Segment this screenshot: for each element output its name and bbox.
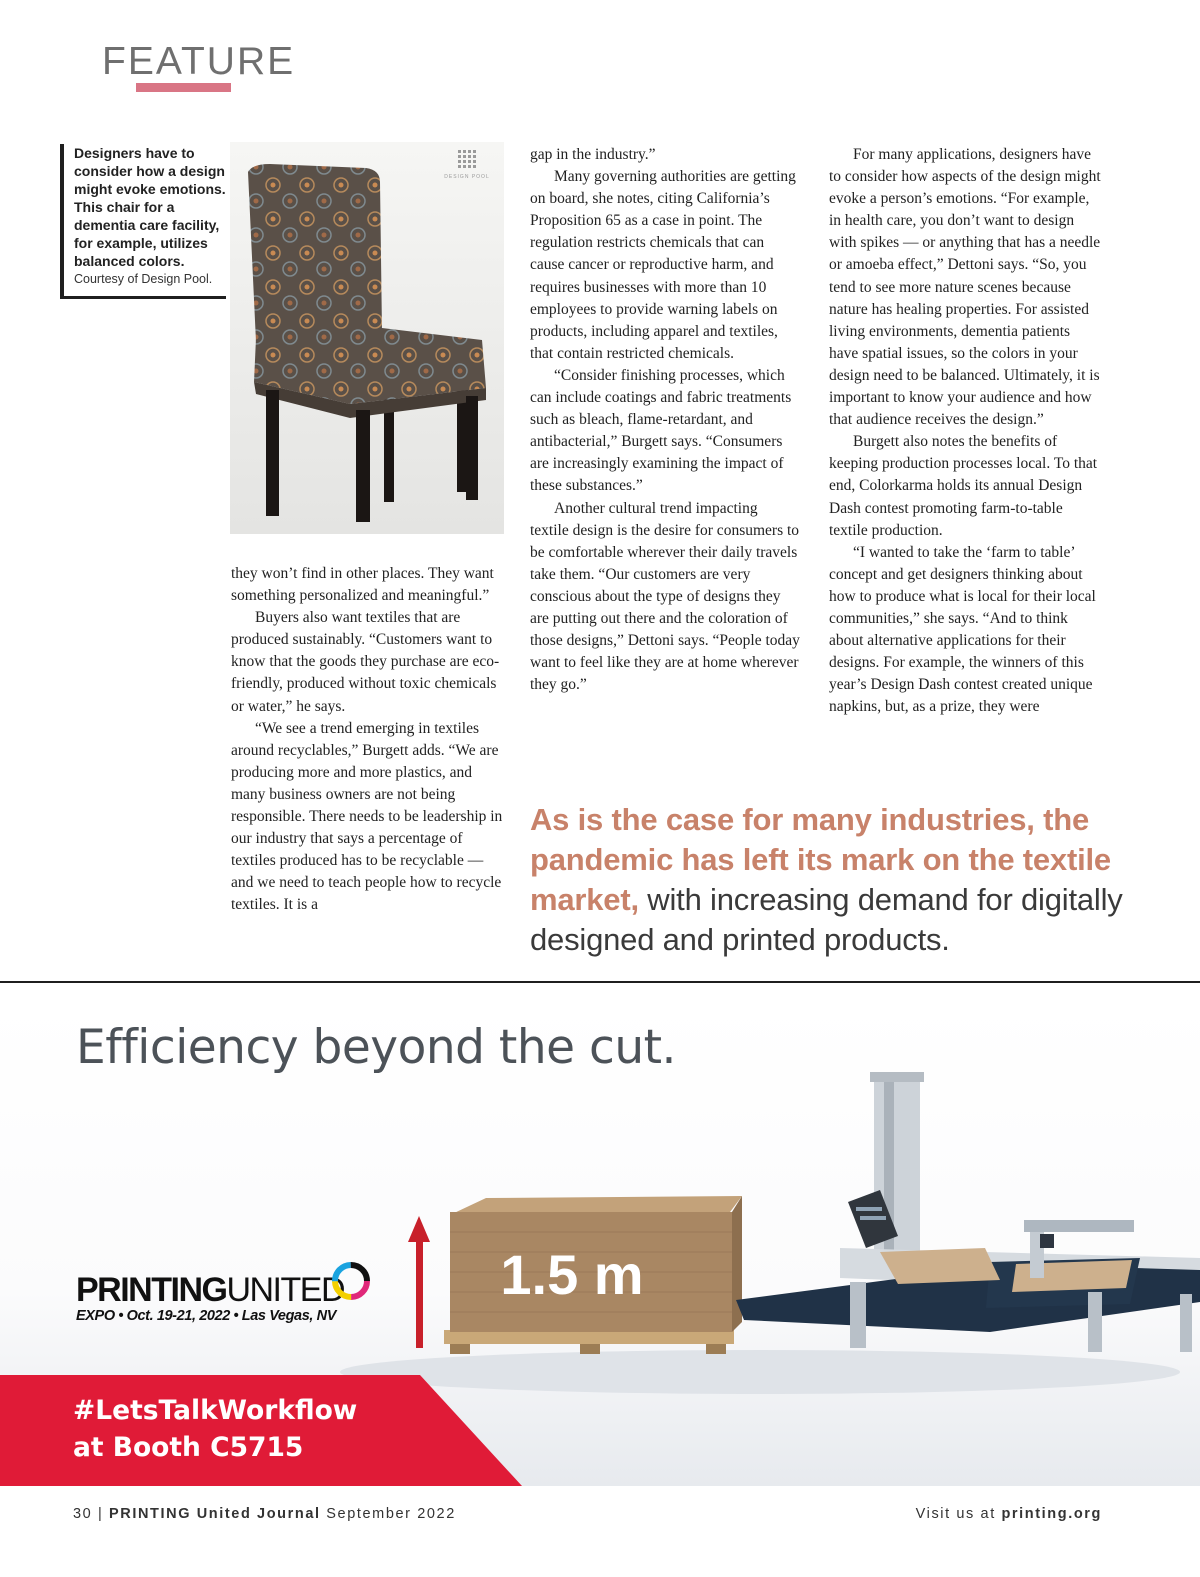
visit-prefix: Visit us at [915, 1506, 1002, 1522]
advertisement[interactable] [0, 1002, 1200, 1486]
printing-united-logo[interactable] [76, 1272, 386, 1324]
footer-visit [916, 1506, 1102, 1522]
caption-credit: Courtesy of Design Pool. [74, 272, 213, 286]
issue-date: September 2022 [326, 1506, 456, 1522]
website-link[interactable]: printing.org [1001, 1506, 1102, 1522]
paragraph: Burgett also notes the benefits of keeping production processes local. To that end, Colorkarma holds its annual Design Dash contest promoting farm-to-table textile production. [829, 433, 1098, 539]
article-column-1 [231, 563, 506, 917]
paragraph: For many applications, designers have to consider how aspects of the design might evoke a person’s emotions. “For example, in health care, you don’t want to design with spikes — or anything that has a needle or amoeba effect,” Dettoni says. “So, you tend to see more nature scenes because nature has healing properties. For assisted living environments, dementia patients have spatial issues, so the colors in your design need to be balanced. Ultimately, it is important to know your audience and how that audience receives the design.” [829, 146, 1101, 429]
paragraph: Many governing authorities are getting on board, she notes, citing California’s Proposition 65 as a case in point. The regulation restricts chemicals that can cause cancer or reproductive harm, and requires businesses with more than 10 employees to provide warning labels on products, including apparel and textiles, that contain restricted chemicals. [530, 168, 796, 362]
logo-wordmark-bold: PRINTING [76, 1271, 227, 1309]
paragraph: they won’t find in other places. They want something personalized and meaningful.” [231, 565, 494, 605]
paragraph: “I wanted to take the ‘farm to table’ concept and get designers thinking about how to produce what is local for their local communities,” she says. “And to think about alternative applications for their designs. For example, the winners of this year’s Design Dash contest created unique napkins, but, as a prize, they were [829, 543, 1096, 716]
paragraph: “We see a trend emerging in textiles around recyclables,” Burgett adds. “We are producing more and more plastics, and many business owners are not being responsible. There needs to be leadership in our industry that says a percentage of textiles produced has to be recyclable — and we need to teach people how to recycle textiles. It is a [231, 719, 503, 914]
paragraph: gap in the industry.” [530, 146, 656, 163]
article-column-2 [530, 144, 800, 696]
page-footer [73, 1506, 456, 1522]
hashtag: #LetsTalkWorkflow [73, 1395, 358, 1426]
svg-text:DESIGN POOL: DESIGN POOL [444, 174, 490, 180]
paragraph: Buyers also want textiles that are produced sustainably. “Customers want to know that the goods they purchase are eco-friendly, produced without toxic chemicals or water,” he says. [231, 609, 500, 715]
section-accent-bar [136, 83, 231, 92]
paragraph: “Consider finishing processes, which can include coatings and fabric treatments such as bleach, flame-retardant, and antibacterial,” Burgett says. “Consumers are increasingly examining the impact of these substances.” [530, 366, 792, 495]
logo-event-details: EXPO • Oct. 19-21, 2022 • Las Vegas, NV [76, 1308, 336, 1324]
publication-name: PRINTING United Journal [109, 1506, 321, 1522]
height-arrow-icon [408, 1216, 430, 1348]
section-label: FEATURE [102, 40, 296, 83]
logo-wordmark-light: UNITED [226, 1271, 345, 1309]
page-number: 30 [73, 1506, 93, 1522]
chair-photo [230, 142, 504, 534]
ad-headline: Efficiency beyond the cut. [76, 1020, 676, 1075]
caption-text: Designers have to consider how a design might evoke emotions. This chair for a dementia care facility, for example, utilizes balanced colors. [74, 145, 226, 269]
booth-number: at Booth C5715 [73, 1432, 304, 1463]
svg-text:1.5 m: 1.5 m [500, 1243, 644, 1306]
chair-illustration [230, 142, 504, 534]
pull-quote-rest: with increasing demand for digitally designed and printed products. [530, 882, 1123, 957]
logo-ring-icon [330, 1260, 372, 1302]
section-divider [0, 981, 1200, 983]
booth-banner-text [73, 1392, 357, 1466]
footer-separator: | [97, 1506, 104, 1522]
pull-quote [530, 800, 1130, 960]
photo-caption [60, 144, 226, 299]
article-column-3 [829, 144, 1101, 718]
pull-quote-highlight: As is the case for many industries, the pandemic has left its mark on the textile market, [530, 802, 1111, 917]
paragraph: Another cultural trend impacting textile design is the desire for consumers to be comfortable wherever their daily travels take them. “Our customers are very conscious about the type of designs they are putting out there and the coloration of those designs,” Dettoni says. “People today want to feel like they are at home wherever they go.” [530, 499, 800, 694]
